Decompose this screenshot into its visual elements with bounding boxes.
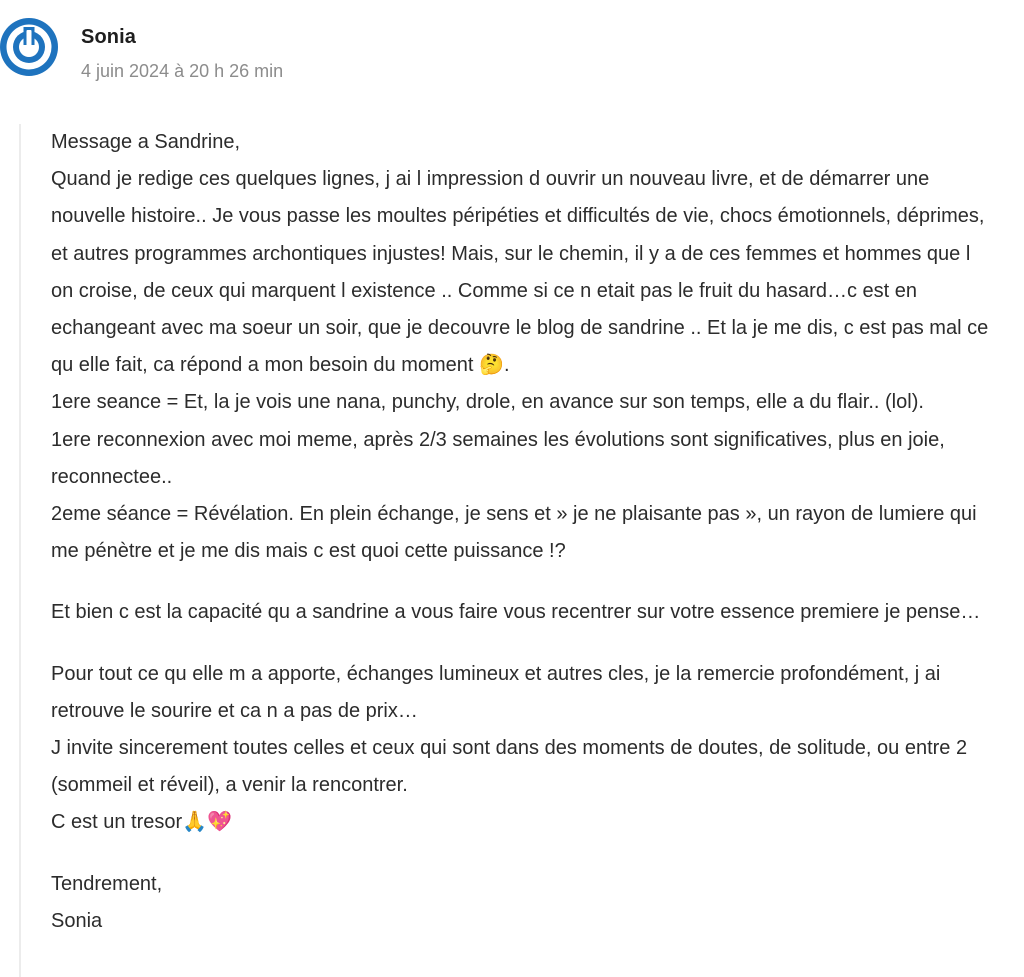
comment-header	[0, 14, 1024, 84]
comment-paragraph: Tendrement, Sonia	[51, 872, 163, 932]
comment-paragraph: Pour tout ce qu elle m a apporte, échanges lumineux et autres cles, je la remercie profondément, j ai retrouve le sourire et ca n a pas de prix… J invite sincerement toutes celles et ceux qui sont dans des moments de doutes, de solitude, ou entre 2 (sommeil et réveil), a venir la rencontrer. C est un tresor🙏💖	[51, 662, 968, 834]
comment-date[interactable]: 4 juin 2024 à 20 h 26 min	[81, 61, 284, 81]
comment-paragraph: Message a Sandrine, Quand je redige ces quelques lignes, j ai l impression d ouvrir un nouveau livre, et de démarrer une nouvelle histoire.. Je vous passe les moultes péripéties et difficultés de vie, chocs émotionnels, déprimes, et autres programmes archontiques injustes! Mais, sur le chemin, il y a de ces femmes et hommes que l on croise, de ceux qui marquent l existence .. Comme si ce n etait pas le fruit du hasard…c est en echangeant avec ma soeur un soir, que je decouvre le blog de sandrine .. Et la je me dis, c est pas mal ce qu elle fait, ca répond a mon besoin du moment 🤔. 1ere seance = Et, la je vois une nana, punchy, drole, en avance sur son temps, elle a du flair.. (lol). 1ere reconnexion avec moi meme, après 2/3 semaines les évolutions sont significatives, plus en joie, reconnectee.. 2eme séance = Révélation. En plein échange, je sens et » je ne plaisante pas », un rayon de lumiere qui me pénètre et je me dis mais c est quoi cette puissance !?	[51, 131, 989, 563]
power-icon	[0, 18, 58, 76]
comment-content	[51, 124, 996, 964]
comment-paragraph: Et bien c est la capacité qu a sandrine a vous faire vous recentrer sur votre essence premiere je pense…	[51, 601, 981, 624]
comment-body	[19, 124, 1006, 977]
avatar[interactable]	[0, 18, 58, 76]
comment-author[interactable]: Sonia	[81, 26, 136, 48]
